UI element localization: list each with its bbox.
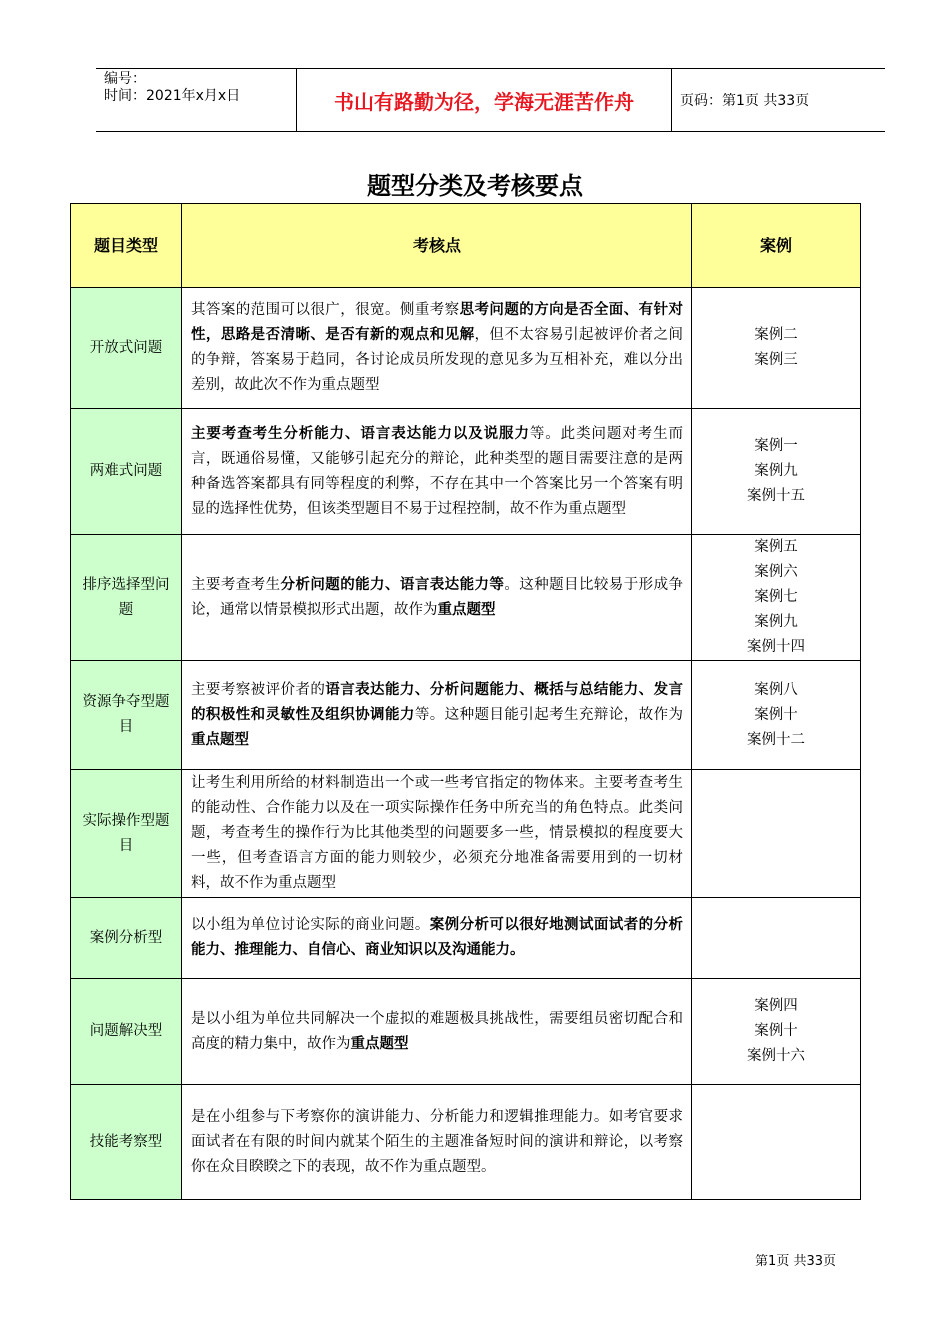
table-header-row [71, 204, 861, 288]
row-point [182, 535, 692, 661]
row-point [182, 770, 692, 898]
case-item: 案例三 [754, 352, 798, 368]
point-segment: 等。这种题目能引起考生充辩论，故作为 [414, 706, 683, 723]
page-title: 题型分类及考核要点 [367, 172, 583, 200]
point-segment: 主要考查考生 [191, 576, 281, 593]
header-meta [104, 71, 294, 105]
case-item: 案例八 [754, 681, 798, 698]
table-row [71, 898, 861, 979]
row-type: 技能考察型 [71, 1085, 182, 1200]
row-point [182, 661, 692, 770]
table-row [71, 661, 861, 770]
table-row [71, 409, 861, 535]
point-segment: 重点题型 [191, 731, 249, 748]
case-item: 案例五 [754, 539, 798, 555]
case-item: 案例十五 [747, 488, 805, 504]
case-item: 案例十六 [747, 1048, 805, 1064]
row-type: 案例分析型 [71, 898, 182, 979]
row-type: 资源争夺型题目 [71, 661, 182, 770]
row-type: 实际操作型题目 [71, 770, 182, 898]
point-segment: 以小组为单位讨论实际的商业问题。 [191, 917, 430, 933]
row-type: 问题解决型 [71, 979, 182, 1085]
row-point [182, 1085, 692, 1200]
case-item: 案例二 [754, 327, 798, 343]
case-item: 案例一 [754, 438, 798, 454]
header-point: 考核点 [182, 204, 692, 288]
row-cases [692, 535, 861, 661]
header-cases: 案例 [692, 204, 861, 288]
row-cases [692, 661, 861, 770]
table-row [71, 979, 861, 1085]
page-footer: 第1页 共33页 [755, 1254, 836, 1269]
point-segment: 主要考查考生分析能力、语言表达能力以及说服力 [191, 425, 530, 442]
table-row [71, 535, 861, 661]
point-segment: 等。此类问题对考生而言，既通俗易懂，又能够引起充分的辩论，此种类型的题目需要注意的是两种备选答案都具有同等程度的利弊，不存在其中一个答案比另一个答案有明显的选择性优势，但该类型题目不易于过程控制，故不作为重点题型 [191, 425, 684, 517]
case-item: 案例四 [754, 998, 798, 1014]
point-segment: 重点题型 [437, 601, 496, 618]
table-row [71, 288, 861, 409]
point-segment: 是在小组参与下考察你的演讲能力、分析能力和逻辑推理能力。如考官要求面试者在有限的时间内就某个陌生的主题准备短时间的演讲和辩论，以考察你在众目睽睽之下的表现，故不作为重点题型。 [191, 1108, 683, 1175]
point-segment: 主要考察被评价者的 [191, 681, 326, 698]
case-item: 案例六 [754, 564, 798, 580]
case-item: 案例七 [754, 589, 798, 605]
number-label: 编号： [104, 71, 146, 87]
row-type: 开放式问题 [71, 288, 182, 409]
point-segment: 分析问题的能力、语言表达能力等 [280, 576, 505, 593]
table-row [71, 1085, 861, 1200]
row-cases [692, 898, 861, 979]
point-segment: 是以小组为单位共同解决一个虚拟的难题极具挑战性，需要组员密切配合和高度的精力集中，故作为 [191, 1010, 683, 1052]
row-cases [692, 770, 861, 898]
row-point [182, 898, 692, 979]
case-item: 案例九 [754, 614, 798, 630]
point-segment: ，但不太容易引起被评价者之间的争辩，答案易于趋同，各讨论成员所发现的意见多为互相补充，难以分出差别，故此次不作为重点题型 [191, 327, 683, 393]
header-type: 题目类型 [71, 204, 182, 288]
point-segment: 语言表达能力、分析问题能力、概括与总结能力、发言的积极性和灵敏性及组织协调能力 [191, 681, 683, 723]
point-segment: 让考生利用所给的材料制造出一个或一些考官指定的物体来。主要考查考生的能动性、合作能力以及在一项实际操作任务中所充当的角色特点。此类问题，考查考生的操作行为比其他类型的问题要多一些，情景模拟的程度要大一些，但考查语言方面的能力则较少，必须充分地准备需要用到的一切材料，故不作为重点题型 [191, 775, 683, 891]
case-item: 案例九 [754, 463, 798, 479]
question-type-table [70, 203, 861, 1200]
row-type: 排序选择型问题 [71, 535, 182, 661]
page-header [96, 68, 885, 132]
point-segment: 其答案的范围可以很广，很宽。侧重考察 [191, 302, 460, 318]
row-cases [692, 288, 861, 409]
row-point [182, 409, 692, 535]
row-cases [692, 979, 861, 1085]
point-segment: 案例分析可以很好地测试面试者的分析能力、推理能力、自信心、商业知识以及沟通能力。 [191, 917, 683, 958]
time-label: 时间：2021年x月x日 [104, 88, 241, 104]
row-point [182, 979, 692, 1085]
point-segment: 思考问题的方向是否全面、有针对性，思路是否清晰、是否有新的观点和见解 [191, 302, 683, 343]
point-segment: 重点题型 [350, 1035, 409, 1052]
row-point [182, 288, 692, 409]
row-type: 两难式问题 [71, 409, 182, 535]
case-item: 案例十四 [747, 639, 805, 655]
case-item: 案例十 [754, 706, 798, 723]
case-item: 案例十 [754, 1023, 798, 1039]
table-row [71, 770, 861, 898]
case-item: 案例十二 [747, 731, 805, 748]
header-motto: 书山有路勤为径，学海无涯苦作舟 [296, 69, 672, 131]
header-page-label: 页码：第1页 共33页 [680, 93, 810, 109]
row-cases [692, 1085, 861, 1200]
point-segment: 。这种题目比较易于形成争论，通常以情景模拟形式出题，故作为 [191, 576, 683, 618]
row-cases [692, 409, 861, 535]
